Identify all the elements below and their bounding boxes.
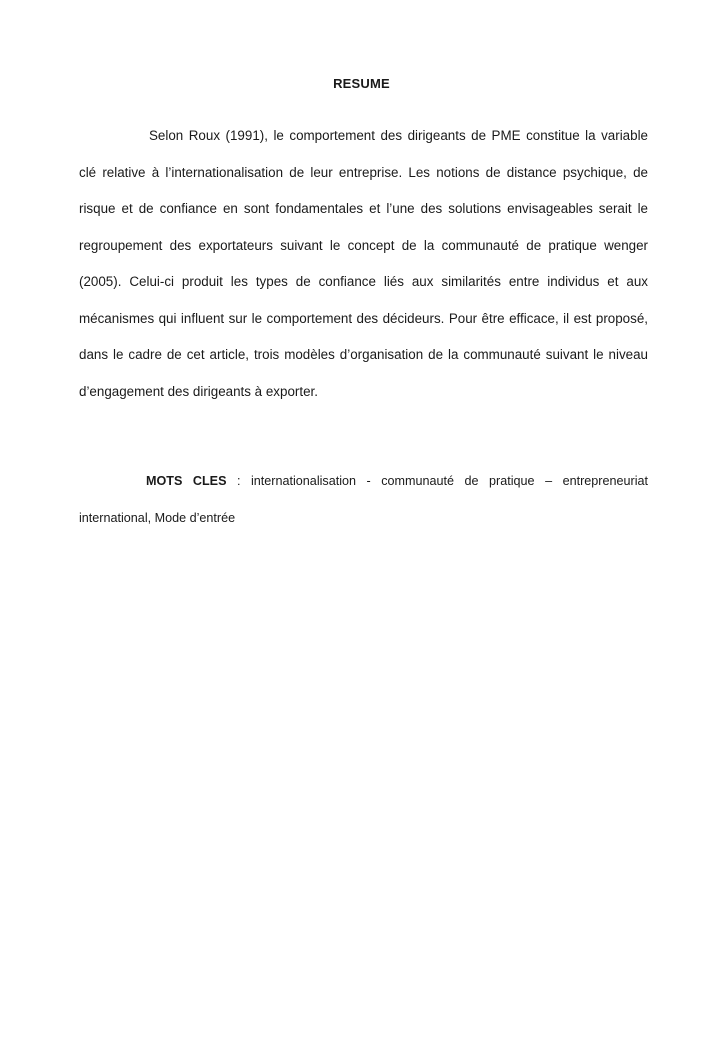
keywords-label: MOTS CLES bbox=[146, 474, 227, 488]
keywords-text: internationalisation - communauté de pratique – entrepreneuriat international, Mode d’entrée bbox=[79, 474, 648, 525]
keywords-paragraph bbox=[79, 463, 648, 536]
page-title: RESUME bbox=[333, 76, 390, 91]
abstract-paragraph: Selon Roux (1991), le comportement des dirigeants de PME constitue la variable clé relative à l’internationalisation de leur entreprise. Les notions de distance psychique, de risque et de confiance en sont fondamentales et l’une des solutions envisageables serait le regroupement des exportateurs suivant le concept de la communauté de pratique wenger (2005). Celui-ci produit les types de confiance liés aux similarités entre individus et aux mécanismes qui influent sur le comportement des décideurs. Pour être efficace, il est proposé, dans le cadre de cet article, trois modèles d’organisation de la communauté suivant le niveau d’engagement des dirigeants à exporter. bbox=[79, 128, 648, 399]
keywords-separator: : bbox=[226, 474, 251, 488]
